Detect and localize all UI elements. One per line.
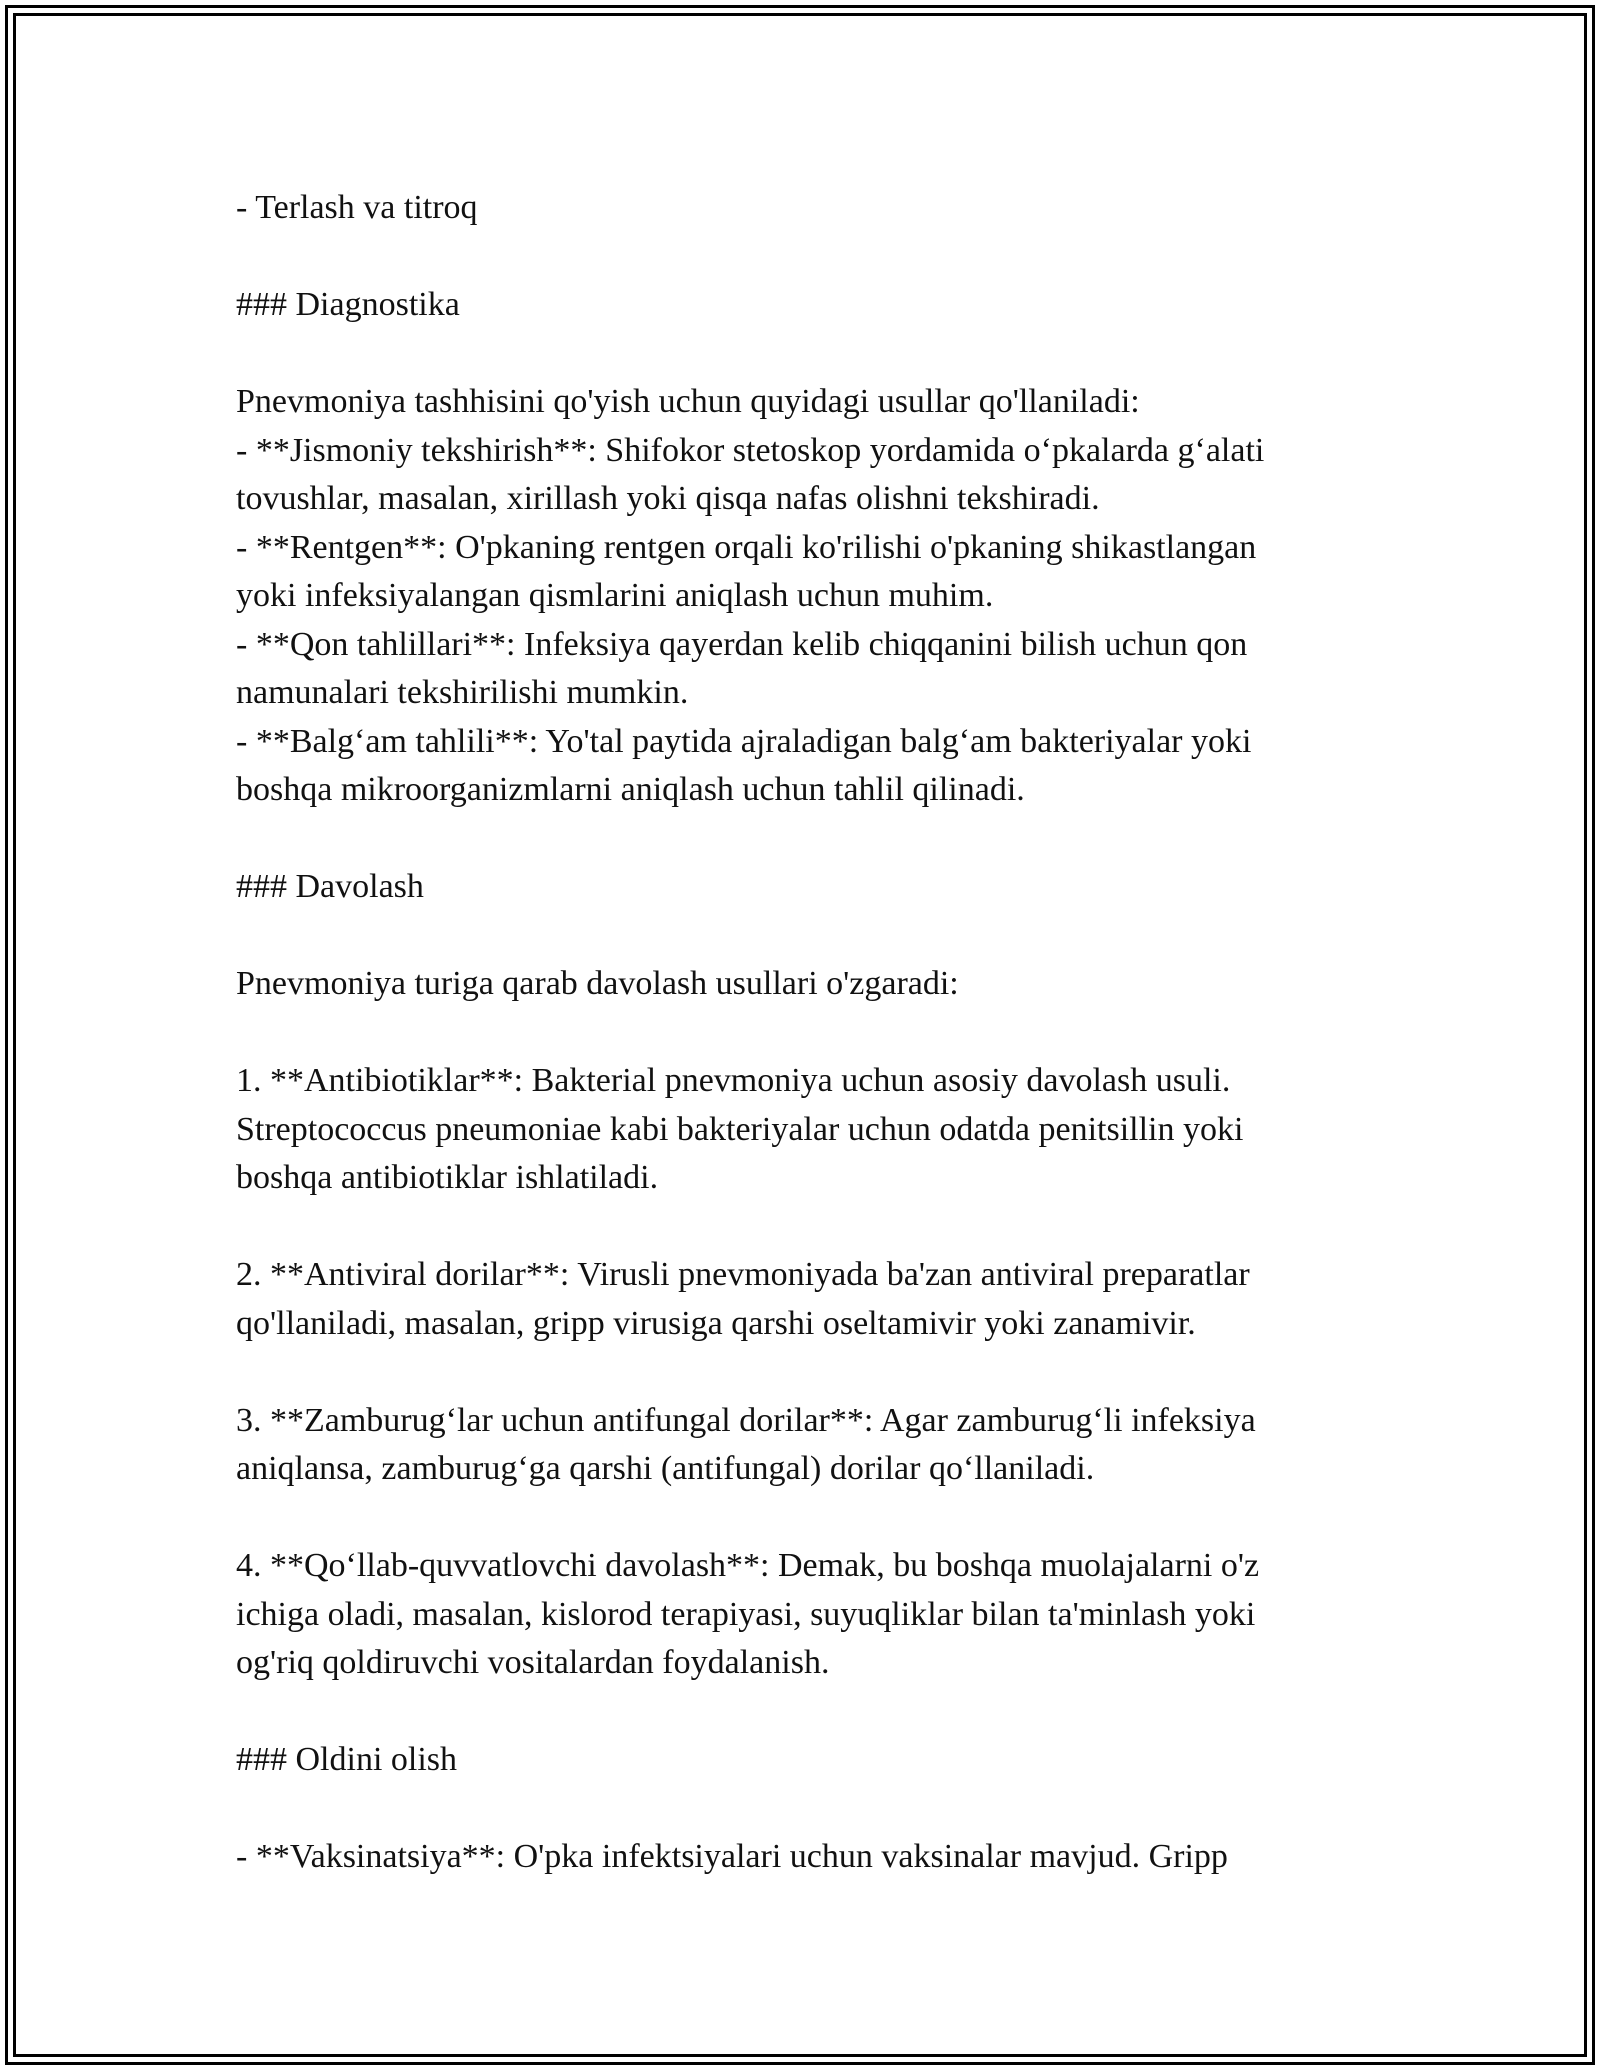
list-item-rentgen: - **Rentgen**: O'pkaning rentgen orqali ko'rilishi o'pkaning shikastlangan — [236, 528, 1257, 566]
list-item-jismoniy: - **Jismoniy tekshirish**: Shifokor stetoskop yordamida o‘pkalarda g‘alati — [236, 431, 1265, 469]
blank-line — [236, 1348, 1406, 1397]
blank-line — [236, 1203, 1406, 1252]
numbered-item-antibiotiklar: 1. **Antibiotiklar**: Bakterial pnevmoniya uchun asosiy davolash usuli. — [236, 1062, 1231, 1099]
paragraph-line: aniqlansa, zamburug‘ga qarshi (antifungal) dorilar qo‘llaniladi. — [236, 1450, 1095, 1487]
blank-line — [236, 330, 1406, 379]
paragraph-line: boshqa mikroorganizmlarni aniqlash uchun tahlil qilinadi. — [236, 771, 1025, 808]
blank-line — [236, 233, 1406, 282]
blank-line — [236, 1009, 1406, 1058]
section-heading-oldini-olish: ### Oldini olish — [236, 1741, 458, 1778]
section-heading-diagnostika: ### Diagnostika — [236, 286, 460, 323]
list-item-balgam: - **Balg‘am tahlili**: Yo'tal paytida ajraladigan balg‘am bakteriyalar yoki — [236, 722, 1252, 760]
paragraph-line: Pnevmoniya tashhisini qo'yish uchun quyidagi usullar qo'llaniladi: — [236, 383, 1140, 420]
numbered-item-quvvatlovchi: 4. **Qo‘llab-quvvatlovchi davolash**: Demak, bu boshqa muolajalarni o'z — [236, 1547, 1260, 1584]
paragraph-line: ichiga oladi, masalan, kislorod terapiyasi, suyuqliklar bilan ta'minlash yoki — [236, 1595, 1256, 1633]
blank-line — [236, 912, 1406, 961]
paragraph-line: namunalari tekshirilishi mumkin. — [236, 674, 689, 711]
paragraph-line: tovushlar, masalan, xirillash yoki qisqa nafas olishni tekshiradi. — [236, 480, 1100, 517]
blank-line — [236, 1494, 1406, 1543]
paragraph-line: Pnevmoniya turiga qarab davolash usullari o'zgaradi: — [236, 965, 959, 1002]
document-body — [236, 184, 1406, 1882]
list-item-vaksinatsiya: - **Vaksinatsiya**: O'pka infektsiyalari uchun vaksinalar mavjud. Gripp — [236, 1838, 1228, 1875]
blank-line — [236, 1688, 1406, 1737]
paragraph-line: qo'llaniladi, masalan, gripp virusiga qarshi oseltamivir yoki zanamivir. — [236, 1304, 1196, 1342]
section-heading-davolash: ### Davolash — [236, 868, 424, 905]
list-item-qon: - **Qon tahlillari**: Infeksiya qayerdan kelib chiqqanini bilish uchun qon — [236, 625, 1248, 663]
paragraph-line: Streptococcus pneumoniae kabi bakteriyalar uchun odatda penitsillin yoki — [236, 1110, 1244, 1148]
list-item-symptom: - Terlash va titroq — [236, 189, 478, 226]
paragraph-line: boshqa antibiotiklar ishlatiladi. — [236, 1159, 659, 1196]
blank-line — [236, 815, 1406, 864]
blank-line — [236, 1785, 1406, 1834]
paragraph-line: yoki infeksiyalangan qismlarini aniqlash uchun muhim. — [236, 577, 994, 614]
paragraph-line: og'riq qoldiruvchi vositalardan foydalanish. — [236, 1644, 830, 1681]
numbered-item-antiviral: 2. **Antiviral dorilar**: Virusli pnevmoniyada ba'zan antiviral preparatlar — [236, 1256, 1250, 1293]
numbered-item-antifungal: 3. **Zamburug‘lar uchun antifungal dorilar**: Agar zamburug‘li infeksiya — [236, 1401, 1256, 1439]
